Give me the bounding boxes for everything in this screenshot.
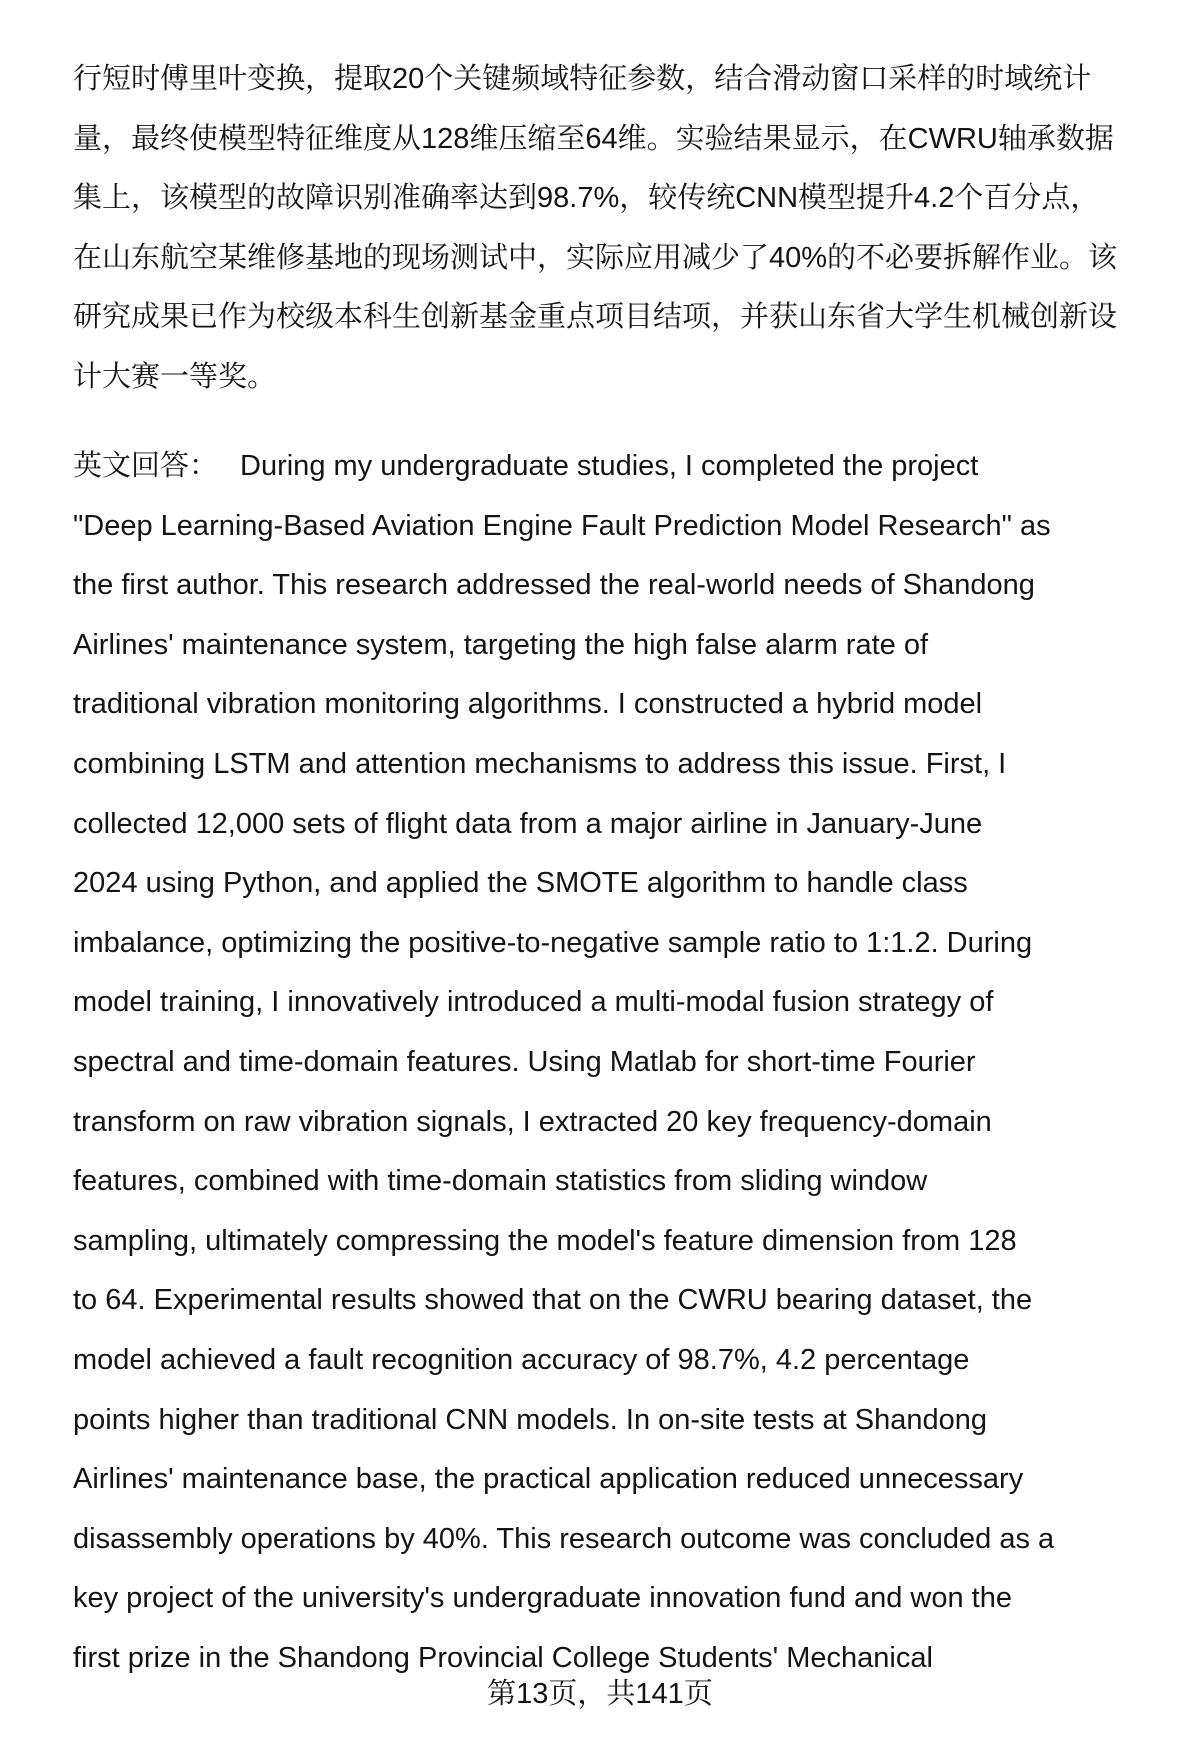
text-line: disassembly operations by 40%. This research outcome was concluded as a [73, 1522, 1055, 1555]
text-line: key project of the university's undergraduate innovation fund and won the [73, 1582, 1012, 1615]
text-line: sampling, ultimately compressing the model's feature dimension from 128 [73, 1224, 1017, 1257]
text-line: 量，最终使模型特征维度从128维压缩至64维。实验结果显示，在CWRU轴承数据 [73, 122, 1114, 155]
text-line: traditional vibration monitoring algorithms. I constructed a hybrid model [73, 688, 983, 721]
text-line: to 64. Experimental results showed that on the CWRU bearing dataset, the [73, 1284, 1033, 1317]
text-line: model training, I innovatively introduced a multi-modal fusion strategy of [73, 986, 994, 1019]
page-number-footer: 第13页，共141页 [487, 1678, 713, 1710]
text-line: 在山东航空某维修基地的现场测试中，实际应用减少了40%的不必要拆解作业。该 [73, 241, 1118, 274]
answer-first-line-text: During my undergraduate studies, I completed the project [240, 450, 979, 482]
english-answer-paragraph [73, 437, 1155, 1688]
text-line: 2024 using Python, and applied the SMOTE algorithm to handle class [73, 867, 968, 900]
text-line: spectral and time-domain features. Using Matlab for short-time Fourier [73, 1045, 976, 1078]
text-line: collected 12,000 sets of flight data from a major airline in January-June [73, 807, 983, 840]
chinese-paragraph [73, 50, 1155, 408]
text-line: points higher than traditional CNN models. In on-site tests at Shandong [73, 1403, 988, 1436]
text-line: model achieved a fault recognition accuracy of 98.7%, 4.2 percentage [73, 1343, 970, 1376]
text-line: combining LSTM and attention mechanisms to address this issue. First, I [73, 747, 1007, 780]
text-line: "Deep Learning-Based Aviation Engine Fault Prediction Model Research" as [73, 509, 1051, 542]
text-line: 行短时傅里叶变换，提取20个关键频域特征参数，结合滑动窗口采样的时域统计 [73, 63, 1092, 95]
text-line: first prize in the Shandong Provincial College Students' Mechanical [73, 1641, 933, 1674]
text-line: the first author. This research addressed the real-world needs of Shandong [73, 569, 1035, 602]
text-line: features, combined with time-domain statistics from sliding window [73, 1165, 928, 1198]
text-line: imbalance, optimizing the positive-to-negative sample ratio to 1:1.2. During [73, 926, 1033, 959]
text-line: Airlines' maintenance base, the practical application reduced unnecessary [73, 1463, 1024, 1496]
text-line: 研究成果已作为校级本科生创新基金重点项目结项，并获山东省大学生机械创新设 [73, 301, 1118, 334]
text-line: 计大赛一等奖。 [73, 360, 277, 393]
text-line: transform on raw vibration signals, I extracted 20 key frequency-domain [73, 1105, 992, 1138]
text-line-first [73, 437, 1155, 497]
answer-label: 英文回答： [73, 450, 219, 482]
text-line: 集上，该模型的故障识别准确率达到98.7%，较传统CNN模型提升4.2个百分点， [73, 182, 1100, 215]
text-line: Airlines' maintenance system, targeting the high false alarm rate of [73, 628, 929, 661]
